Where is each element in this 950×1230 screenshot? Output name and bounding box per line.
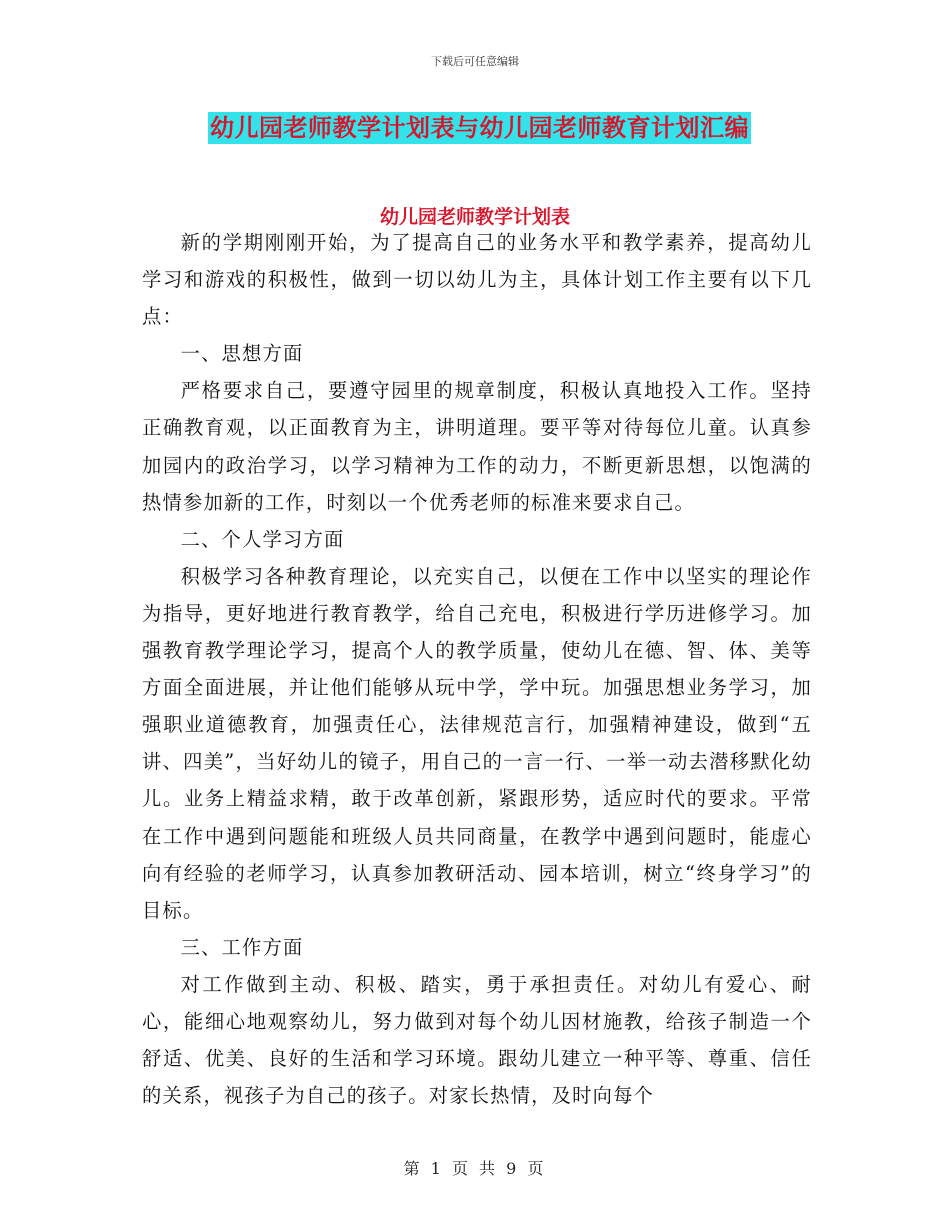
document-main-title: 幼儿园老师教学计划表与幼儿园老师教育计划汇编: [210, 114, 749, 142]
intro-paragraph: 新的学期刚刚开始，为了提高自己的业务水平和教学素养，提高幼儿学习和游戏的积极性，做到一切以幼儿为主，具体计划工作主要有以下几点：: [142, 231, 812, 329]
work-paragraph: 对工作做到主动、积极、踏实，勇于承担责任。对幼儿有爱心、耐心，能细心地观察幼儿，努力做到对每个幼儿因材施教，给孩子制造一个舒适、优美、良好的生活和学习环境。跟幼儿建立一种平等、尊重、信任的关系，视孩子为自己的孩子。对家长热情，及时向每个: [142, 972, 812, 1108]
section-title: 幼儿园老师教学计划表: [379, 206, 570, 228]
document-body: [142, 224, 812, 1114]
section-heading-work: 三、工作方面: [180, 935, 304, 959]
section-heading-study: 二、个人学习方面: [180, 527, 345, 551]
study-paragraph: 积极学习各种教育理论，以充实自己，以便在工作中以坚实的理论作为指导，更好地进行教育教学，给自己充电，积极进行学历进修学习。加强教育教学理论学习，提高个人的教学质量，使幼儿在德、智、体、美等方面全面进展，并让他们能够从玩中学，学中玩。加强思想业务学习，加强职业道德教育，加强责任心，法律规范言行，加强精神建设，做到“五讲、四美”，当好幼儿的镜子，用自己的一言一行、一举一动去潜移默化幼儿。业务上精益求精，敢于改革创新，紧跟形势，适应时代的要求。平常在工作中遇到问题能和班级人员共同商量，在教学中遇到问题时，能虚心向有经验的老师学习，认真参加教研活动、园本培训，树立“终身学习”的目标。: [142, 564, 812, 922]
page-number-footer: 第 1 页 共 9 页: [403, 1159, 547, 1178]
header-note: 下载后可任意编辑: [431, 55, 519, 68]
thought-paragraph: 严格要求自己，要遵守园里的规章制度，积极认真地投入工作。坚持正确教育观，以正面教育为主，讲明道理。要平等对待每位儿童。认真参加园内的政治学习，以学习精神为工作的动力，不断更新思想，以饱满的热情参加新的工作，时刻以一个优秀老师的标准来要求自己。: [142, 379, 812, 514]
section-heading-thought: 一、思想方面: [180, 342, 304, 366]
